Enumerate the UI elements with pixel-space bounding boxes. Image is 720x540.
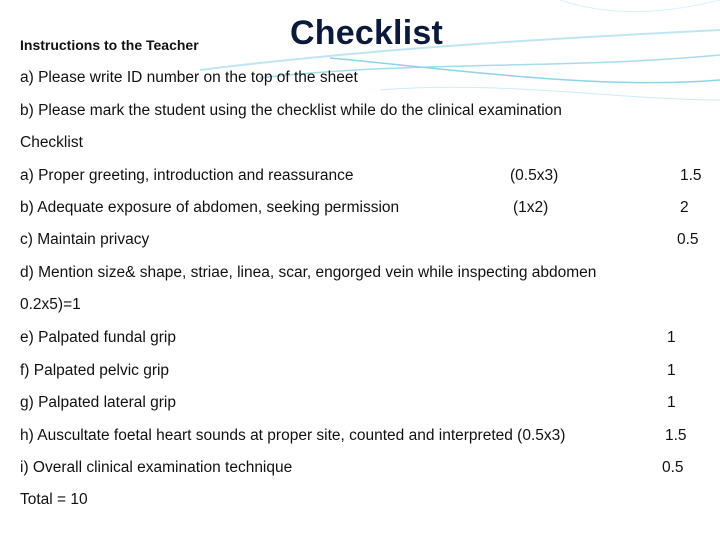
checklist-item-h-mark: 1.5 xyxy=(665,427,687,444)
checklist-item-d-continuation: 0.2x5)=1 xyxy=(20,296,81,313)
checklist-item-f: f) Palpated pelvic grip xyxy=(20,362,170,379)
checklist-item-a: a) Proper greeting, introduction and reassurance xyxy=(20,167,354,184)
total-score: Total = 10 xyxy=(20,491,88,508)
checklist-item-e: e) Palpated fundal grip xyxy=(20,329,176,346)
checklist-item-i-mark: 0.5 xyxy=(662,459,684,476)
checklist-item-g-mark: 1 xyxy=(667,394,676,411)
checklist-item-b-formula: (1x2) xyxy=(513,199,549,216)
checklist-item-d: d) Mention size& shape, striae, linea, scar, engorged vein while inspecting abdomen xyxy=(20,264,597,281)
checklist-item-b: b) Adequate exposure of abdomen, seeking permission xyxy=(20,199,400,216)
checklist-item-e-mark: 1 xyxy=(667,329,676,346)
checklist-item-a-formula: (0.5x3) xyxy=(510,167,559,184)
instructions-label: Instructions to the Teacher xyxy=(20,37,199,53)
checklist-item-a-mark: 1.5 xyxy=(680,167,702,184)
checklist-item-h: h) Auscultate foetal heart sounds at proper site, counted and interpreted (0.5x3) xyxy=(20,427,566,444)
instruction-b: b) Please mark the student using the checklist while do the clinical examination xyxy=(20,102,562,119)
checklist-item-g: g) Palpated lateral grip xyxy=(20,394,176,411)
checklist-item-b-mark: 2 xyxy=(680,199,689,216)
instruction-a: a) Please write ID number on the top of the sheet xyxy=(20,69,358,86)
checklist-item-i: i) Overall clinical examination technique xyxy=(20,459,293,476)
checklist-item-c-mark: 0.5 xyxy=(677,231,699,248)
checklist-item-f-mark: 1 xyxy=(667,362,676,379)
checklist-item-c: c) Maintain privacy xyxy=(20,231,150,248)
checklist-heading: Checklist xyxy=(20,134,83,151)
page-title: Checklist xyxy=(290,14,443,52)
